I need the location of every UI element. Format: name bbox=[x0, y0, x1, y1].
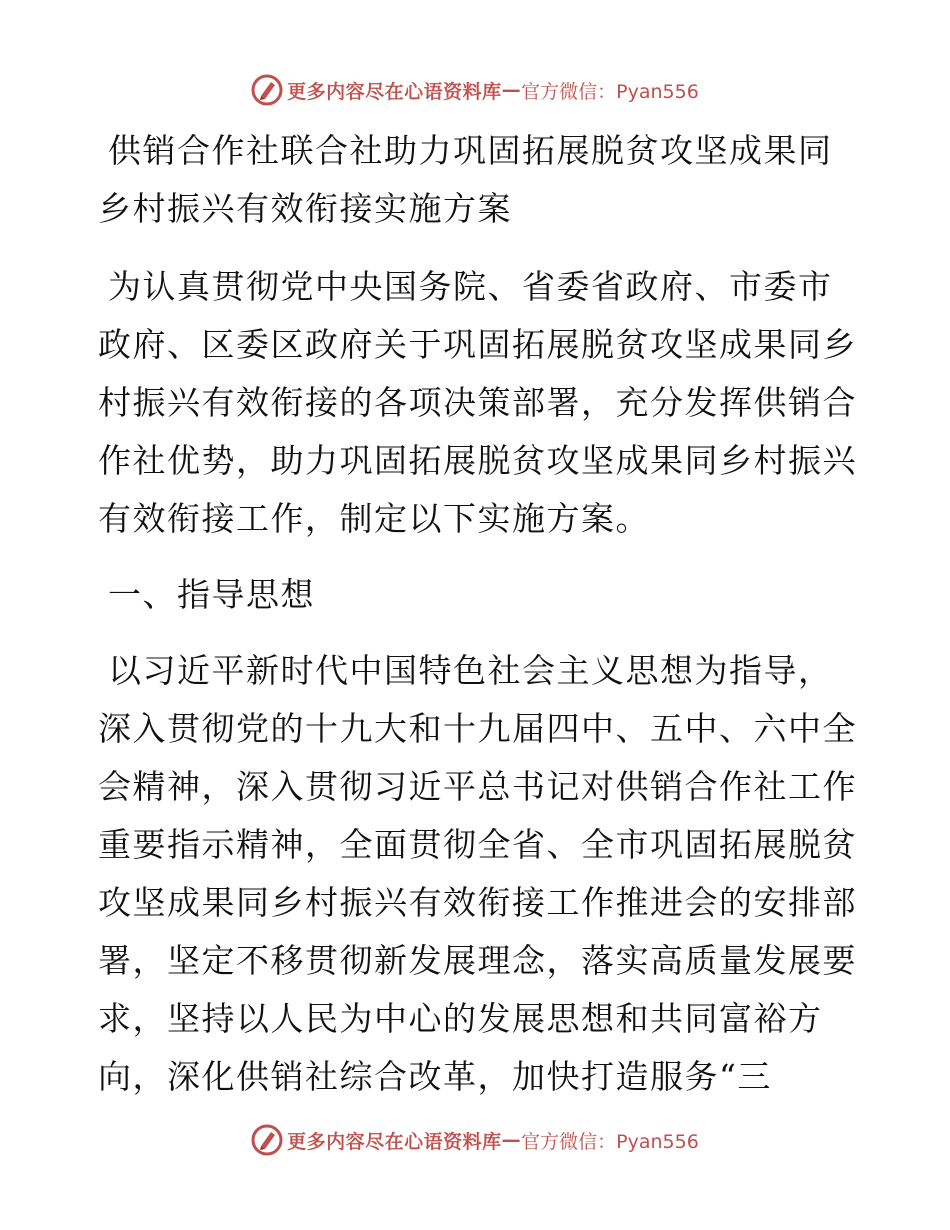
pen-logo-icon bbox=[251, 1124, 283, 1156]
paragraph-intro bbox=[98, 258, 858, 548]
section-heading: 一、指导思想 bbox=[108, 575, 315, 614]
paragraph-line: 重要指示精神，全面贯彻全省、全市巩固拓展脱贫 bbox=[98, 825, 857, 864]
pen-logo-icon bbox=[251, 74, 283, 106]
paragraph-line: 深入贯彻党的十九大和十九届四中、五中、六中全 bbox=[98, 709, 857, 748]
watermark-library-text: 更多内容尽在心语资料库 bbox=[287, 1130, 502, 1153]
paragraph-line: 村振兴有效衔接的各项决策部署，充分发挥供销合 bbox=[98, 383, 857, 422]
paragraph-line: 以习近平新时代中国特色社会主义思想为指导， bbox=[108, 651, 833, 690]
watermark-dash: — bbox=[501, 1129, 522, 1151]
watermark-contact-text: 官方微信：Pyan556 bbox=[521, 1130, 699, 1153]
paragraph-line: 署，坚定不移贯彻新发展理念，落实高质量发展要 bbox=[98, 941, 857, 980]
title-line: 供销合作社联合社助力巩固拓展脱贫攻坚成果同 bbox=[108, 131, 833, 170]
paragraph-line: 攻坚成果同乡村振兴有效衔接工作推进会的安排部 bbox=[98, 883, 857, 922]
paragraph-line: 会精神，深入贯彻习近平总书记对供销合作社工作 bbox=[98, 767, 857, 806]
paragraph-line: 政府、区委区政府关于巩固拓展脱贫攻坚成果同乡 bbox=[98, 325, 857, 364]
document-body bbox=[98, 122, 858, 1106]
watermark-dash: — bbox=[501, 79, 522, 101]
watermark-header bbox=[0, 70, 950, 110]
watermark-footer bbox=[0, 1120, 950, 1160]
paragraph-guiding-ideology bbox=[98, 642, 858, 1106]
paragraph-line: 作社优势，助力巩固拓展脱贫攻坚成果同乡村振兴 bbox=[98, 441, 857, 480]
paragraph-line: 有效衔接工作，制定以下实施方案。 bbox=[98, 499, 650, 538]
watermark-library-text: 更多内容尽在心语资料库 bbox=[287, 80, 502, 103]
watermark-contact-text: 官方微信：Pyan556 bbox=[521, 80, 699, 103]
paragraph-line: 为认真贯彻党中央国务院、省委省政府、市委市 bbox=[108, 267, 833, 306]
title-line: 乡村振兴有效衔接实施方案 bbox=[98, 189, 512, 228]
document-title bbox=[98, 122, 858, 238]
paragraph-line: 向，深化供销社综合改革，加快打造服务“三 bbox=[98, 1057, 772, 1096]
paragraph-line: 求，坚持以人民为中心的发展思想和共同富裕方 bbox=[98, 999, 823, 1038]
